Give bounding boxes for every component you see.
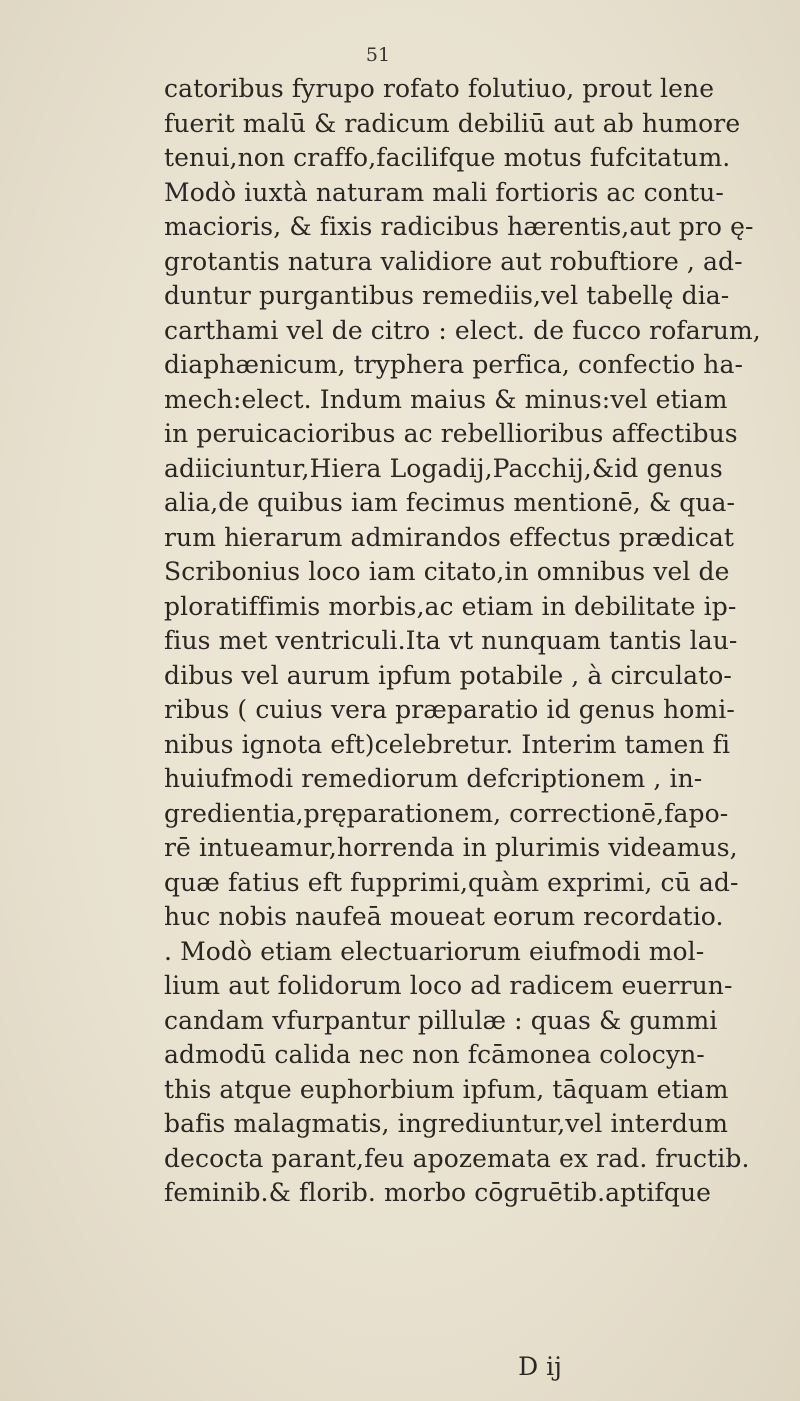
text-line: rē intueamur,horrenda in plurimis videamus, xyxy=(164,833,738,862)
text-line: carthami vel de citro : elect. de fucco rofarum, xyxy=(164,315,761,345)
text-line: adiiciuntur,Hiera Logadij,Pacchij,&id genus xyxy=(164,453,723,483)
text-line: . Modò etiam electuariorum eiufmodi mol- xyxy=(164,936,705,966)
signature-mark: D ij xyxy=(518,1352,562,1381)
text-line: decocta parant,feu apozemata ex rad. fructib. xyxy=(164,1143,750,1173)
text-line: this atque euphorbium ipfum, tāquam etiam xyxy=(164,1074,729,1104)
text-line: bafis malagmatis, ingrediuntur,vel interdum xyxy=(164,1109,729,1138)
text-line: huc nobis naufeā moueat eorum recordatio. xyxy=(164,902,724,931)
text-line: macioris, & fixis radicibus hærentis,aut pro ę- xyxy=(164,212,754,241)
text-line: mech:elect. Indum maius & minus:vel etiam xyxy=(164,384,728,414)
body-text xyxy=(164,72,784,1211)
text-line: huiufmodi remediorum defcriptionem , in- xyxy=(164,764,703,793)
text-line: feminib.& florib. morbo cōgruētib.aptifque xyxy=(164,1178,712,1207)
text-line: rum hierarum admirandos effectus prædicat xyxy=(164,522,735,552)
text-line: catoribus fyrupo rofato folutiuo, prout lene xyxy=(164,74,715,103)
text-line: nibus ignota eft)celebretur. Interim tamen fi xyxy=(164,729,731,759)
text-line: duntur purgantibus remediis,vel tabellę dia- xyxy=(164,281,730,310)
text-line: ploratiffimis morbis,ac etiam in debilitate ip- xyxy=(164,591,737,621)
text-line: admodū calida nec non fcāmonea colocyn- xyxy=(164,1040,705,1069)
text-line: Scribonius loco iam citato,in omnibus vel de xyxy=(164,557,730,586)
text-line: in peruicacioribus ac rebellioribus affectibus xyxy=(164,419,738,448)
page-number: 51 xyxy=(365,44,391,66)
text-line: quæ fatius eft fupprimi,quàm exprimi, cū ad- xyxy=(164,867,739,897)
text-line: dibus vel aurum ipfum potabile , à circulato- xyxy=(164,660,732,690)
text-line: diaphænicum, tryphera perfica, confectio ha- xyxy=(164,350,744,379)
text-line: fuerit malū & radicum debiliū aut ab humore xyxy=(164,108,741,138)
text-line: tenui,non craffo,facilifque motus fufcitatum. xyxy=(164,143,731,172)
text-line: Modò iuxtà naturam mali fortioris ac contu- xyxy=(164,177,724,207)
text-line: lium aut folidorum loco ad radicem euerrun- xyxy=(164,971,733,1000)
text-line: gredientia,pręparationem, correctionē,fapo- xyxy=(164,798,729,828)
text-line: alia,de quibus iam fecimus mentionē, & qua- xyxy=(164,488,736,517)
text-line: candam vfurpantur pillulæ : quas & gummi xyxy=(164,1005,718,1035)
text-line: grotantis natura validiore aut robuftiore , ad- xyxy=(164,246,743,276)
text-line: ribus ( cuius vera præparatio id genus homi- xyxy=(164,695,735,724)
text-line: fius met ventriculi.Ita vt nunquam tantis lau- xyxy=(164,626,738,655)
